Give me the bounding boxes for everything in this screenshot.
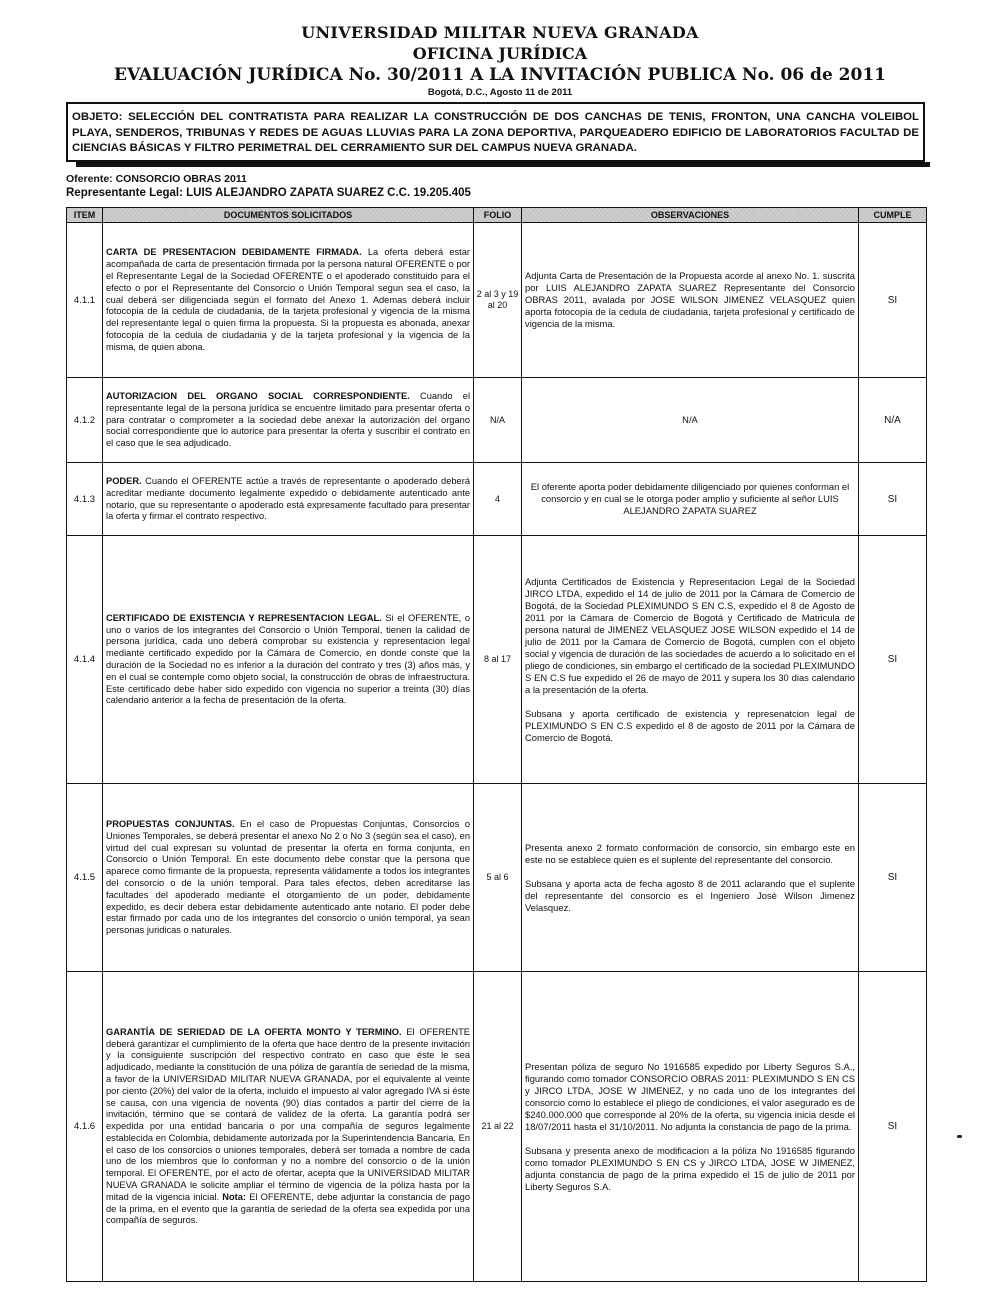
scan-mark xyxy=(957,1135,962,1138)
header-observaciones: OBSERVACIONES xyxy=(522,208,859,223)
row-document xyxy=(103,784,474,972)
objeto-box: OBJETO: SELECCIÓN DEL CONTRATISTA PARA REALIZAR LA CONSTRUCCIÓN DE DOS CANCHAS DE TENIS, FRONTON, UNA CANCHA VOLEIBOL PLAYA, SENDEROS, TRIBUNAS Y REDES DE AGUAS LLUVIAS PARA LA ZONA DEPORTIVA, PARQUEADERO EDIFICIO DE LABORATORIOS FACULTAD DE CIENCIAS BÁSICAS Y FILTRO PERIMETRAL DEL CERRAMIENTO SUR DEL CAMPUS NUEVA GRANADA. xyxy=(66,102,925,162)
header-folio: FOLIO xyxy=(474,208,522,223)
row-document xyxy=(103,536,474,784)
office-title: OFICINA JURÍDICA xyxy=(412,44,588,63)
doc-text: Cuando el OFERENTE actúe a través de representante o apoderado deberá acreditar mediante documento legalmente expedido o debidamente autenticado ante notario, que su representante o apoderado está expresamente facultado para presentar la oferta y firmar el contrato respectivo. xyxy=(106,475,470,522)
obs-text: Presentan póliza de seguro No 1916585 expedido por Liberty Seguros S.A., figurando como tomador CONSORCIO OBRAS 2011: PLEXIMUNDO S EN CS y JIRCO LTDA, JOSE W JIMENEZ, y no cada uno de los integrantes del consorcio como lo establece el pliego de condiciones, el valor asegurado es de $240.000.000 que corresponde al 20% de la oferta, su vigencia inicia desde el 18/07/2011 hasta el 31/10/2011. No adjunta la constancia de pago de la prima. xyxy=(525,1060,855,1132)
doc-title: CARTA DE PRESENTACION DEBIDAMENTE FIRMADA. xyxy=(106,247,362,258)
obs-text: Presenta anexo 2 formato conformación de consorcio, sin embargo este en este no se establece quien es el suplente del representante del consorcio. xyxy=(525,841,855,865)
table-row xyxy=(67,463,927,536)
row-folio: 2 al 3 y 19 al 20 xyxy=(474,223,522,378)
obs-text: El oferente aporta poder debidamente diligenciado por quienes conforman el consorcio y en cual se le otorga poder amplio y suficiente al señor LUIS ALEJANDRO ZAPATA SUAREZ xyxy=(530,481,850,516)
row-folio: 4 xyxy=(474,463,522,536)
doc-text: Si el OFERENTE, o uno o varios de los integrantes del Consorcio o Unión Temporal, tienen la calidad de persona jurídica, cada uno deberá comprobar su existencia y representacion legal mediante certificado expedido por la Cámara de Comercio, en donde conste que la duración de la Sociedad no es inferior a la duración del contrato y tres (3) años más, y en el cual se contemple como objeto social, la construcción de obras de infraestructura. Este certificado debe haber sido expedido con vigencia no superior a treinta (30) días calendario anterior a la fecha de presentación de la oferta. xyxy=(106,612,470,706)
doc-title: PODER. xyxy=(106,475,142,486)
row-cumple: SI xyxy=(859,972,927,1282)
obs-subsana-text: Subsana y aporta acta de fecha agosto 8 de 2011 aclarando que el suplente del representante del consorcio es el Ingeniero Josè Wilson Jimenez Velasquez. xyxy=(525,877,855,913)
doc-note: El OFERENTE, debe adjuntar la constancia de pago de la prima, en el evento que la garantía de seriedad de la oferta sea expedida por una compañía de seguros. xyxy=(106,1191,471,1226)
row-folio: 5 al 6 xyxy=(474,784,522,972)
doc-text: La oferta deberá estar acompañada de carta de presentación firmada por la persona natural OFERENTE o por el Representante Legal de la Sociedad OFERENTE o el apoderado constituido para el efecto o por el Representante del Consorcio o Unión Temporal segun sea el caso, la cual deberá ser diligenciada según el formato del Anexo 1. Ademas deberá incluir fotocopia de la cedula de ciudadania, de la tarjeta profesional y vigencia de la misma del representante legal o quien firma la propuesta. Si la propuesta es abonada, anexar fotocopia de la cedula de ciudadania y de la tarjeta profesional y la vigencia de la misma, de quien abona. xyxy=(106,247,470,352)
evaluation-table xyxy=(66,207,927,1282)
row-observaciones xyxy=(522,536,859,784)
table-row xyxy=(67,378,927,463)
row-item: 4.1.5 xyxy=(67,784,103,972)
table-row xyxy=(67,536,927,784)
doc-text: Cuando el representante legal de la persona jurídica se encuentre limitado para presentar oferta o para contratar o comprometer a la sociedad debe anexar la autorización del organo social correspondiente que lo autorice para presentar la oferta y suscribir el contrato en el caso que le sea adjudicado. xyxy=(106,391,471,449)
table-row xyxy=(67,972,927,1282)
header-documentos: DOCUMENTOS SOLICITADOS xyxy=(103,208,474,223)
table-row xyxy=(67,223,927,378)
row-folio: 8 al 17 xyxy=(474,536,522,784)
row-item: 4.1.4 xyxy=(67,536,103,784)
obs-text: N/A xyxy=(682,414,698,425)
row-document xyxy=(103,223,474,378)
row-document xyxy=(103,378,474,463)
row-folio: N/A xyxy=(474,378,522,463)
doc-text: En el caso de Propuestas Conjuntas, Consorcios o Uniones Temporales, se deberá presentar el anexo No 2 o No 3 (según sea el caso), en virtud del cual expresan su voluntad de presentar la oferta en forma conjunta, en Consorcio o Unión Temporal. En este documento debe constar que la persona que aparece como firmante de la propuesta, representa válidamente a todos los integrantes del consorcio o de la unión temporal. Para tales efectos, deben acreditarse las facultades del apoderado mediante el otorgamiento de un poder, debidamente expedido, es decir debera estar debidamente autenticado ante notario. El poder debe estar firmado por cada uno de los integrantes del consorcio o unión temporal, ya sean personas juridicas o naturales. xyxy=(106,819,470,936)
row-observaciones xyxy=(522,972,859,1282)
obs-subsana-text: Subsana y aporta certificado de existencia y represenatcion legal de PLEXIMUNDO S EN C.S expedido el 8 de agosto de 2011 por la Cámara de Comercio de Bogotá. xyxy=(525,707,855,743)
doc-note-label: Nota: xyxy=(222,1191,246,1202)
row-document xyxy=(103,463,474,536)
row-observaciones xyxy=(522,223,859,378)
header-cumple: CUMPLE xyxy=(859,208,927,223)
obs-text: Adjunta Certificados de Existencia y Representacion Legal de la Sociedad JIRCO LTDA, expedido el 14 de julio de 2011 por la Cámara de Comercio de Bogotá, de la Sociedad PLEXIMUNDO S EN C.S, expedido el 8 de Agosto de 2011 por la Cámara de Comercio de Bogotá y Certificado de Matricula de persona natural de JIMENEZ VELASQUEZ JOSE WILSON expedido el 14 de julio de 2011 por la Camara de Comercio de Bogotá, cumplen con el objeto social y vigencia de duración de las sociedades de acuerdo a lo solicitado en el pliego de condiciones, sin embargo el certificado de la sociedad PLEXIMUNDO S EN C.S fue expedido el 26 de mayo de 2011 y supera los 30 dias calendario a la presentación de la oferta. xyxy=(525,575,855,695)
document-header xyxy=(0,22,1000,100)
doc-title: CERTIFICADO DE EXISTENCIA Y REPRESENTACION LEGAL. xyxy=(106,612,382,623)
row-item: 4.1.6 xyxy=(67,972,103,1282)
university-title: UNIVERSIDAD MILITAR NUEVA GRANADA xyxy=(301,23,699,42)
row-observaciones xyxy=(522,784,859,972)
table-row xyxy=(67,784,927,972)
doc-title: AUTORIZACION DEL ORGANO SOCIAL CORRESPONDIENTE. xyxy=(106,391,410,401)
obs-text: Adjunta Carta de Presentación de la Propuesta acorde al anexo No. 1. suscrita por LUIS ALEJANDRO ZAPATA SUAREZ Representante del Consorcio OBRAS 2011, avalada por JOSE WILSON JIMENEZ VELASQUEZ quien aporta fotocopia de la cedula de ciudadania, tarjeta profesional y certificado de vigencia de la misma. xyxy=(525,270,855,329)
doc-text: El OFERENTE deberá garantizar el cumplimiento de la oferta que hace dentro de la presente invitación y la consiguiente suscripción del respectivo contrato en caso que éste le sea adjudicado, mediante la constitución de una póliza de garantía de seriedad de la misma, a favor de la UNIVERSIDAD MILITAR NUEVA GRANADA, por el equivalente al veinte por ciento (20%) del valor de la oferta, incluido el impuesto al valor agregado IVA si éste se causa, con una vigencia de noventa (90) días contados a partir del cierre de la invitación, término que se contará de validez de la oferta. La garantía podrá ser expedida por una entidad bancaria o por una compañía de seguros legalmente establecida en Colombia, debidamente autorizada por la Superintendencia Bancaria. En el caso de los consorcios o uniones temporales, deberá ser tomada a nombre de cada uno de los miembros que lo conforman y no a nombre del consorcio o de la unión temporal. El OFERENTE, por el acto de ofertar, acepta que la UNIVERSIDAD MILITAR NUEVA GRANADA le solicite ampliar el término de vigencia de la póliza hasta por la mitad de la vigencia inicial. xyxy=(106,1026,470,1202)
row-item: 4.1.1 xyxy=(67,223,103,378)
row-cumple: N/A xyxy=(859,378,927,463)
place-date: Bogotá, D.C., Agosto 11 de 2011 xyxy=(427,87,573,98)
representante-label: Representante Legal: LUIS ALEJANDRO ZAPATA SUAREZ C.C. 19.205.405 xyxy=(66,187,471,199)
header-item: ITEM xyxy=(67,208,103,223)
row-cumple: SI xyxy=(859,536,927,784)
row-observaciones xyxy=(522,463,859,536)
row-cumple: SI xyxy=(859,784,927,972)
oferente-label: Oferente: CONSORCIO OBRAS 2011 xyxy=(66,173,247,185)
obs-subsana-text: Subsana y presenta anexo de modificacion a la póliza No 1916585 figurando como tomador PLEXIMUNDO S EN CS y JIRCO LTDA, JOSE W JIMENEZ, adjunta constancia de pago de la prima expedido el 15 de julio de 2011 por Liberty Seguros S.A. xyxy=(525,1144,855,1192)
doc-title: GARANTÍA DE SERIEDAD DE LA OFERTA MONTO Y TERMINO. xyxy=(106,1026,402,1037)
row-cumple: SI xyxy=(859,463,927,536)
row-folio: 21 al 22 xyxy=(474,972,522,1282)
doc-title: PROPUESTAS CONJUNTAS. xyxy=(106,819,235,830)
table-header-row xyxy=(67,208,927,223)
row-item: 4.1.3 xyxy=(67,463,103,536)
row-observaciones xyxy=(522,378,859,463)
row-cumple: SI xyxy=(859,223,927,378)
row-document xyxy=(103,972,474,1282)
evaluation-title: EVALUACIÓN JURÍDICA No. 30/2011 A LA INVITACIÓN PUBLICA No. 06 de 2011 xyxy=(114,65,886,85)
row-item: 4.1.2 xyxy=(67,378,103,463)
